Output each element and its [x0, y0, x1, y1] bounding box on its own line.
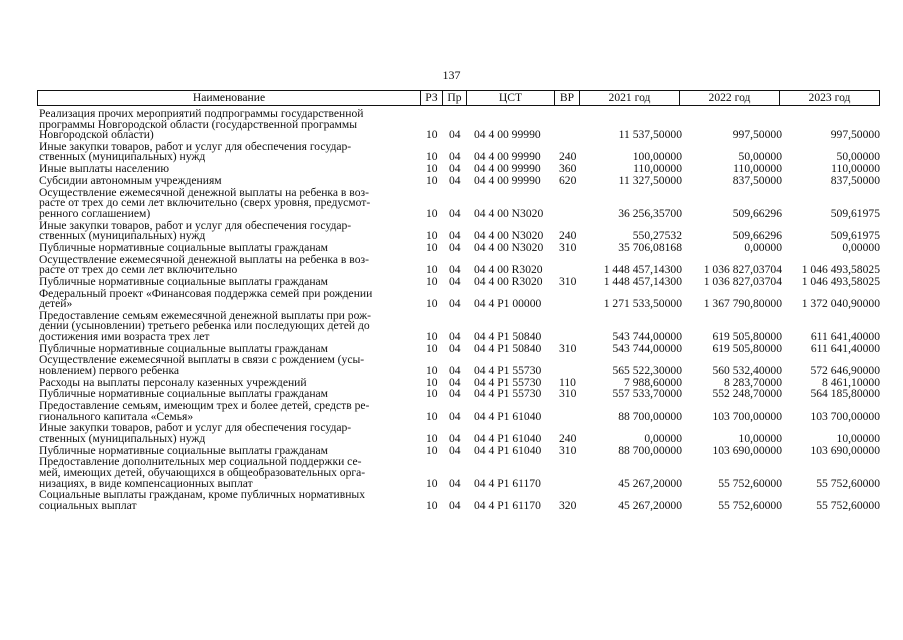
row-name	[39, 240, 419, 254]
row-cst: 04 4 P1 61040	[474, 431, 542, 445]
row-vr: 310	[559, 274, 577, 288]
row-cst: 04 4 00 99990	[474, 173, 541, 187]
row-name	[39, 218, 419, 243]
row-vr: 240	[559, 229, 577, 243]
row-pr: 04	[449, 363, 461, 377]
row-2021: 1 448 457,14300	[603, 263, 682, 277]
row-cst: 04 4 P1 50840	[474, 341, 542, 355]
header-cst: ЦСТ	[466, 91, 554, 105]
row-2022: 997,50000	[732, 128, 782, 142]
row-name-line: Реализация прочих мероприятий подпрограммы государственной	[39, 107, 364, 120]
row-2021: 550,27532	[632, 229, 682, 243]
row-2021: 11 537,50000	[618, 128, 682, 142]
row-rz: 10	[426, 229, 438, 243]
row-pr: 04	[449, 274, 461, 288]
row-2022: 837,50000	[732, 173, 782, 187]
table-row	[37, 252, 880, 277]
row-pr: 04	[449, 431, 461, 445]
row-name-line: Осуществление ежемесячной денежной выплаты на ребенка в воз-	[39, 185, 369, 199]
row-name-line: гионального капитала «Семья»	[39, 409, 194, 423]
row-name-line: Осуществление ежемесячной денежной выплаты на ребенка в воз-	[39, 252, 369, 266]
row-2022: 560 532,40000	[712, 363, 782, 377]
row-2022: 50,00000	[738, 150, 782, 164]
row-name-line: социальных выплат	[39, 498, 137, 512]
row-rz: 10	[426, 476, 438, 490]
row-cst: 04 4 P1 61040	[474, 443, 542, 457]
row-2021: 7 988,60000	[624, 375, 682, 389]
row-rz: 10	[426, 498, 438, 512]
header-2021: 2021 год	[579, 91, 679, 105]
budget-table	[37, 90, 880, 512]
row-2021: 557 533,70000	[612, 387, 682, 401]
row-name-line: Публичные нормативные социальные выплаты гражданам	[39, 341, 328, 355]
row-2021: 543 744,00000	[612, 341, 682, 355]
row-cst: 04 4 P1 00000	[474, 297, 542, 311]
row-cst: 04 4 P1 55730	[474, 363, 542, 377]
row-2022: 1 367 790,80000	[703, 297, 782, 311]
row-name-line: Социальные выплаты гражданам, кроме публичных нормативных	[39, 488, 366, 502]
row-2022: 55 752,60000	[718, 498, 782, 512]
row-2023: 8 461,10000	[822, 375, 880, 389]
header-2022: 2022 год	[679, 91, 779, 105]
row-name-line: Иные выплаты населению	[39, 162, 170, 176]
row-name-line: Новгородской области)	[39, 128, 154, 142]
row-2021: 0,00000	[644, 431, 682, 445]
row-2023: 572 646,90000	[810, 363, 880, 377]
row-name-line: программы Новгородской области (государственной программы	[39, 117, 358, 131]
row-pr: 04	[449, 409, 461, 423]
table-row	[37, 218, 880, 243]
table-row	[37, 286, 880, 311]
row-vr: 360	[559, 162, 577, 176]
row-name	[39, 139, 419, 164]
row-2023: 997,50000	[830, 128, 880, 142]
row-2021: 88 700,00000	[618, 409, 682, 423]
row-2023: 55 752,60000	[816, 476, 880, 490]
row-name	[39, 308, 419, 343]
row-2022: 103 690,00000	[712, 443, 782, 457]
row-2023: 1 046 493,58025	[801, 274, 880, 288]
row-rz: 10	[426, 443, 438, 457]
row-name	[39, 423, 419, 444]
row-2022: 552 248,70000	[712, 387, 782, 401]
row-pr: 04	[449, 263, 461, 277]
row-name	[39, 109, 419, 141]
row-name-line: ренного соглашением)	[39, 206, 151, 220]
row-name-line: Предоставление семьям ежемесячной денежной выплаты при рож-	[39, 308, 371, 322]
row-name	[39, 457, 419, 489]
row-name-line: ственных (муниципальных) нужд	[39, 431, 206, 445]
row-vr: 310	[559, 341, 577, 355]
row-pr: 04	[449, 443, 461, 457]
row-name-line: Иные закупки товаров, работ и услуг для обеспечения государ-	[39, 139, 352, 153]
row-2022: 619 505,80000	[712, 330, 782, 343]
row-rz: 10	[426, 387, 438, 401]
row-rz: 10	[426, 150, 438, 164]
row-name-line: Публичные нормативные социальные выплаты гражданам	[39, 443, 328, 457]
row-2023: 10,00000	[836, 431, 880, 445]
row-name-line: детей»	[39, 297, 73, 311]
table-row	[37, 274, 880, 288]
row-name-line: Иные закупки товаров, работ и услуг для обеспечения государ-	[39, 421, 352, 435]
row-rz: 10	[426, 375, 438, 389]
row-name-line: Предоставление дополнительных мер социальной поддержки се-	[39, 455, 362, 469]
row-2023: 50,00000	[836, 150, 880, 164]
row-cst: 04 4 P1 50840	[474, 330, 542, 343]
row-name-line: Осуществление ежемесячной выплаты в связи с рождением (усы-	[39, 353, 365, 367]
row-2023: 509,61975	[830, 206, 880, 220]
row-cst: 04 4 00 99990	[474, 128, 541, 142]
row-2022: 619 505,80000	[712, 341, 782, 355]
row-pr: 04	[449, 206, 461, 220]
row-2023: 55 752,60000	[816, 498, 880, 512]
table-row	[37, 240, 880, 254]
row-vr: 310	[559, 240, 577, 254]
row-2022: 0,00000	[744, 240, 782, 254]
row-2022: 1 036 827,03704	[703, 274, 782, 288]
row-cst: 04 4 00 N3020	[474, 240, 544, 254]
row-name-line: Публичные нормативные социальные выплаты гражданам	[39, 387, 328, 401]
row-2021: 1 448 457,14300	[603, 274, 682, 288]
row-name-line: дении (усыновлении) третьего ребенка или последующих детей до	[39, 319, 370, 333]
row-2023: 110,00000	[831, 162, 880, 176]
table-row	[37, 139, 880, 164]
row-pr: 04	[449, 297, 461, 311]
row-rz: 10	[426, 409, 438, 423]
row-rz: 10	[426, 363, 438, 377]
row-name-line: Федеральный проект «Финансовая поддержка семей при рождении	[39, 286, 373, 300]
row-name	[39, 490, 419, 511]
row-2022: 1 036 827,03704	[703, 263, 782, 277]
header-rz: РЗ	[420, 91, 442, 105]
row-cst: 04 4 P1 55730	[474, 375, 542, 389]
row-rz: 10	[426, 263, 438, 277]
row-vr: 240	[559, 150, 577, 164]
row-name-line: Публичные нормативные социальные выплаты гражданам	[39, 274, 328, 288]
table-row	[37, 355, 880, 376]
row-name-line: мей, имеющих детей, обучающихся в общеобразовательных орга-	[39, 465, 366, 479]
row-cst: 04 4 00 N3020	[474, 206, 544, 220]
table-row	[37, 173, 880, 187]
row-2022: 103 700,00000	[712, 409, 782, 423]
row-pr: 04	[449, 240, 461, 254]
row-name	[39, 286, 419, 311]
row-2023: 103 690,00000	[810, 443, 880, 457]
row-2023: 1 046 493,58025	[801, 263, 880, 277]
row-2023: 0,00000	[842, 240, 880, 254]
row-2022: 10,00000	[738, 431, 782, 445]
row-vr: 310	[559, 387, 577, 401]
row-name-line: новлением) первого ребенка	[39, 363, 180, 377]
row-pr: 04	[449, 476, 461, 490]
row-rz: 10	[426, 128, 438, 142]
row-pr: 04	[449, 330, 461, 343]
row-name-line: Расходы на выплаты персоналу казенных учреждений	[39, 375, 307, 389]
row-name-line: Публичные нормативные социальные выплаты гражданам	[39, 240, 328, 254]
header-vr: ВР	[554, 91, 579, 105]
header-name: Наименование	[192, 91, 266, 104]
row-pr: 04	[449, 498, 461, 512]
table-row	[37, 185, 880, 220]
row-rz: 10	[426, 162, 438, 176]
row-name	[39, 252, 419, 277]
row-cst: 04 4 P1 61170	[474, 498, 541, 512]
row-2023: 611 641,40000	[810, 341, 880, 355]
table-row	[37, 109, 880, 141]
row-pr: 04	[449, 387, 461, 401]
row-cst: 04 4 P1 61170	[474, 476, 541, 490]
row-2021: 36 256,35700	[618, 206, 682, 220]
row-rz: 10	[426, 431, 438, 445]
table-row	[37, 457, 880, 489]
row-name	[39, 401, 419, 422]
row-pr: 04	[449, 375, 461, 389]
row-pr: 04	[449, 173, 461, 187]
row-vr: 620	[559, 173, 577, 187]
row-pr: 04	[449, 162, 461, 176]
row-2022: 55 752,60000	[718, 476, 782, 490]
row-2021: 45 267,20000	[618, 498, 682, 512]
row-rz: 10	[426, 341, 438, 355]
row-name	[39, 185, 419, 220]
row-2021: 1 271 533,50000	[603, 297, 682, 311]
row-2021: 110,00000	[633, 162, 682, 176]
row-name	[39, 173, 419, 187]
row-2022: 509,66296	[732, 206, 782, 220]
table-header	[37, 90, 880, 106]
row-2023: 103 700,00000	[810, 409, 880, 423]
row-name-line: ственных (муниципальных) нужд	[39, 150, 206, 164]
page-number: 137	[442, 68, 461, 82]
row-2021: 543 744,00000	[612, 330, 682, 343]
row-vr: 110	[559, 375, 576, 389]
row-cst: 04 4 00 R3020	[474, 263, 543, 277]
row-2021: 11 327,50000	[618, 173, 682, 187]
row-name	[39, 274, 419, 288]
header-2023: 2023 год	[779, 91, 879, 105]
row-vr: 310	[559, 443, 577, 457]
row-2021: 565 522,30000	[612, 363, 682, 377]
header-pr: Пр	[442, 91, 466, 105]
row-name-line: Предоставление семьям, имеющим трех и более детей, средств ре-	[39, 399, 370, 413]
table-row	[37, 423, 880, 444]
row-name-line: ственных (муниципальных) нужд	[39, 229, 206, 243]
row-2021: 35 706,08168	[618, 240, 682, 254]
row-rz: 10	[426, 206, 438, 220]
table-row	[37, 308, 880, 343]
row-pr: 04	[449, 150, 461, 164]
row-2021: 100,00000	[632, 150, 682, 164]
row-2022: 8 283,70000	[724, 375, 782, 389]
row-pr: 04	[449, 128, 461, 142]
row-2023: 611 641,40000	[810, 330, 880, 343]
row-name-line: достижения ими возраста трех лет	[39, 329, 210, 343]
row-cst: 04 4 00 N3020	[474, 229, 544, 243]
row-2023: 509,61975	[830, 229, 880, 243]
row-cst: 04 4 P1 61040	[474, 409, 542, 423]
row-name	[39, 355, 419, 376]
row-vr: 240	[559, 431, 577, 445]
row-2021: 45 267,20000	[618, 476, 682, 490]
row-cst: 04 4 00 99990	[474, 162, 541, 176]
table-row	[37, 490, 880, 511]
row-pr: 04	[449, 341, 461, 355]
row-rz: 10	[426, 297, 438, 311]
row-rz: 10	[426, 274, 438, 288]
row-name-line: расте от трех до семи лет включительно	[39, 263, 238, 277]
row-name-line: Иные закупки товаров, работ и услуг для обеспечения государ-	[39, 218, 352, 232]
row-2021: 88 700,00000	[618, 443, 682, 457]
row-2023: 564 185,80000	[810, 387, 880, 401]
row-2022: 509,66296	[732, 229, 782, 243]
table-row	[37, 401, 880, 422]
row-name-line: Субсидии автономным учреждениям	[39, 173, 222, 187]
row-2022: 110,00000	[733, 162, 782, 176]
row-rz: 10	[426, 240, 438, 254]
row-cst: 04 4 00 R3020	[474, 274, 543, 288]
row-2023: 1 372 040,90000	[801, 297, 880, 311]
row-rz: 10	[426, 173, 438, 187]
row-rz: 10	[426, 330, 438, 343]
row-name-line: расте от трех до семи лет включительно (сверх уровня, предусмот-	[39, 196, 371, 210]
row-cst: 04 4 P1 55730	[474, 387, 542, 401]
row-name-line: низациях, в виде компенсационных выплат	[39, 476, 253, 490]
row-vr: 320	[559, 498, 577, 512]
row-cst: 04 4 00 99990	[474, 150, 541, 164]
row-2023: 837,50000	[830, 173, 880, 187]
row-pr: 04	[449, 229, 461, 243]
